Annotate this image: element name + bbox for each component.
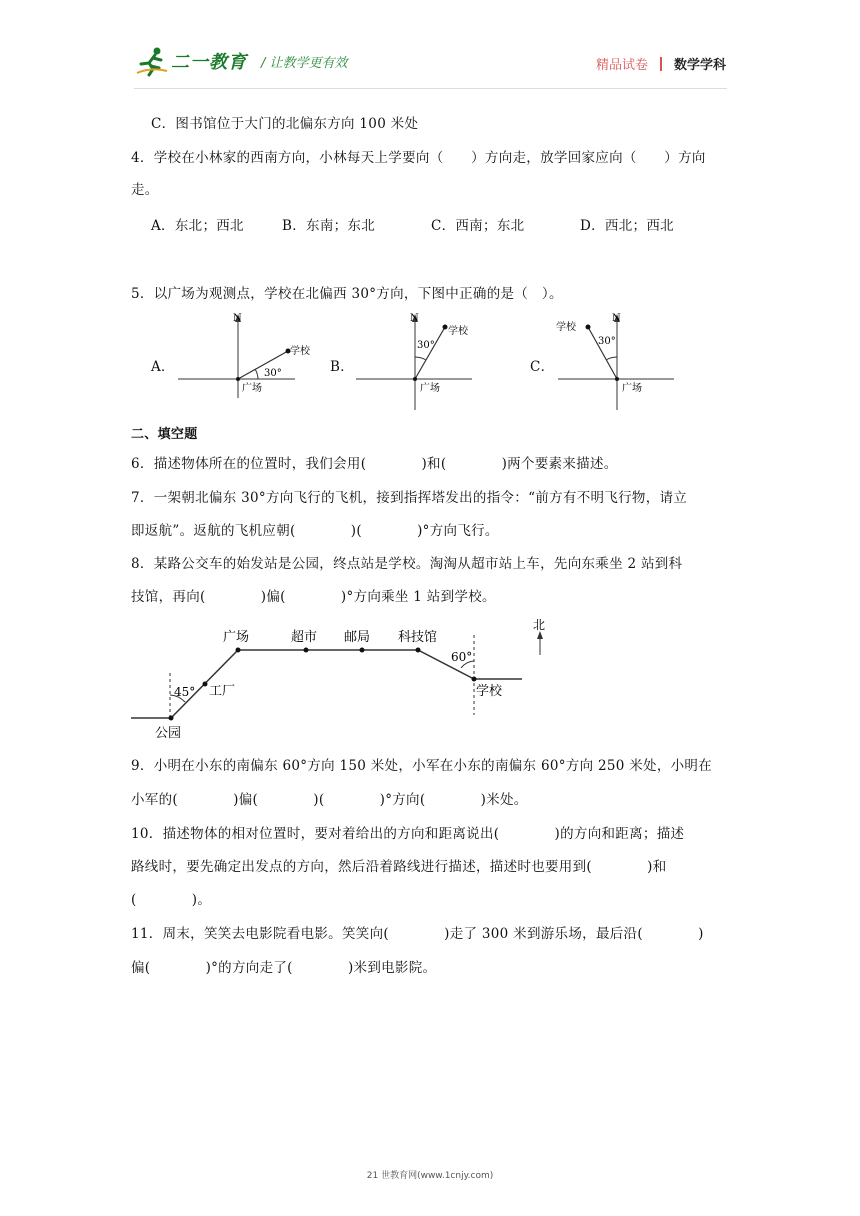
q5-c-square: 广场 <box>622 383 642 394</box>
runner-logo-icon <box>135 46 169 76</box>
q5-c-north: N <box>612 313 621 324</box>
q10-text-line3: ( )。 <box>131 892 212 908</box>
q3-option-c: C．图书馆位于大门的北偏东方向 100 米处 <box>151 116 419 132</box>
q8-text-line2: 技馆，再向( )偏( )°方向乘坐 1 站到学校。 <box>131 589 496 605</box>
header-subject-label: 数学学科 <box>673 58 726 73</box>
page-footer: 21 世教育网(www.1cnjy.com) <box>366 1171 494 1181</box>
q11-text-line1: 11．周末，笑笑去电影院看电影。笑笑向( )走了 300 米到游乐场，最后沿( ) <box>131 926 704 942</box>
q4-text-line2: 走。 <box>131 182 159 198</box>
section-title: 二、填空题 <box>131 427 198 442</box>
q8-stop-square: 广场 <box>223 630 250 645</box>
q5-diagram-b <box>350 310 480 412</box>
logo-text: 二一教育 <box>171 52 247 73</box>
q5-a-angle: 30° <box>264 368 282 379</box>
q8-stop-science-museum: 科技馆 <box>398 630 438 645</box>
q8-stop-park: 公园 <box>155 726 182 741</box>
q5-diagram-a <box>170 310 310 400</box>
q9-text-line2: 小军的( )偏( )( )°方向( )米处。 <box>131 792 528 808</box>
q8-stop-school: 学校 <box>476 684 503 699</box>
q10-text-line2: 路线时，要先确定出发点的方向，然后沿着路线进行描述，描述时也要用到( )和 <box>131 859 667 875</box>
header-separator <box>660 57 662 71</box>
q8-angle-60: 60° <box>451 650 473 664</box>
q4-option-d[interactable]: D．西北；西北 <box>580 218 674 234</box>
q10-text-line1: 10．描述物体的相对位置时，要对着给出的方向和距离说出( )的方向和距离；描述 <box>131 826 685 842</box>
slogan: / 让教学更有效 <box>261 55 348 71</box>
q7-text-line2: 即返航”。返航的飞机应朝( )( )°方向飞行。 <box>131 523 499 539</box>
q9-text-line1: 9．小明在小东的南偏东 60°方向 150 米处，小军在小东的南偏东 60°方向 250 米处，小明在 <box>131 758 713 774</box>
q8-stop-post-office: 邮局 <box>344 630 371 645</box>
q4-option-b[interactable]: B．东南；东北 <box>282 218 376 234</box>
q8-angle-45: 45° <box>174 685 196 699</box>
page-header <box>0 0 860 90</box>
q8-stop-factory: 工厂 <box>209 684 236 699</box>
logo <box>135 46 348 76</box>
q8-route-map <box>125 615 565 745</box>
q5-option-c-label[interactable]: C． <box>530 359 555 375</box>
q5-b-angle: 30° <box>417 340 435 351</box>
header-right <box>596 54 726 73</box>
q5-b-square: 广场 <box>420 383 440 394</box>
q11-text-line2: 偏( )°的方向走了( )米到电影院。 <box>131 960 437 976</box>
q6-text: 6．描述物体所在的位置时，我们会用( )和( )两个要素来描述。 <box>131 456 618 472</box>
q8-stop-supermarket: 超市 <box>291 630 318 645</box>
q4-options <box>0 214 860 234</box>
q4-option-a[interactable]: A．东北；西北 <box>151 218 244 234</box>
q7-text-line1: 7．一架朝北偏东 30°方向飞行的飞机，接到指挥塔发出的指令：“前方有不明飞行物，请立 <box>131 490 688 506</box>
q5-b-north: N <box>410 313 419 324</box>
q8-text-line1: 8．某路公交车的始发站是公园，终点站是学校。淘淘从超市站上车，先向东乘坐 2 站到科 <box>131 556 683 572</box>
q8-north-label: 北 <box>533 618 546 632</box>
q5-a-square: 广场 <box>242 383 262 394</box>
header-divider <box>134 88 727 89</box>
q5-a-school: 学校 <box>290 346 310 357</box>
q5-b-school: 学校 <box>448 326 468 337</box>
q4-option-c[interactable]: C．西南；东北 <box>431 218 525 234</box>
q4-text-line1: 4．学校在小林家的西南方向，小林每天上学要向（ ）方向走，放学回家应向（ ）方向 <box>131 150 706 166</box>
q5-option-b-label[interactable]: B． <box>330 359 355 375</box>
q5-c-angle: 30° <box>598 336 616 347</box>
q5-a-north: N <box>233 313 242 324</box>
header-premium-label: 精品试卷 <box>595 58 648 73</box>
q5-text: 5．以广场为观测点，学校在北偏西 30°方向，下图中正确的是（ ）。 <box>131 286 563 302</box>
q5-c-school: 学校 <box>556 322 576 333</box>
q5-diagram-c <box>552 310 682 412</box>
q5-option-a-label[interactable]: A． <box>151 359 175 375</box>
